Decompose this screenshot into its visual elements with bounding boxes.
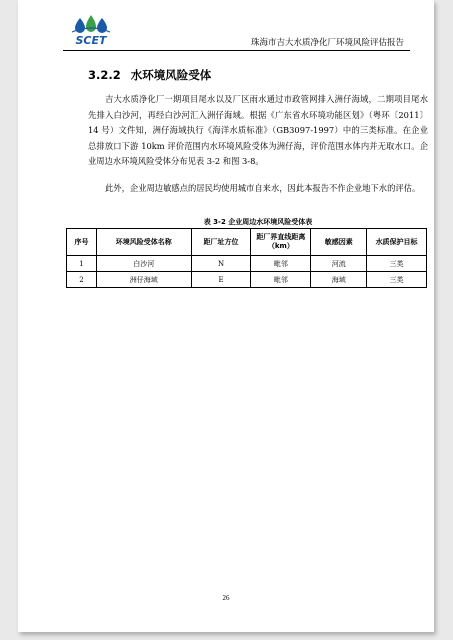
table-header-cell: 距厂址方位 bbox=[191, 229, 251, 256]
logo-drops-icon bbox=[66, 14, 116, 36]
table-cell: 白沙河 bbox=[96, 256, 191, 272]
table-cell: 毗邻 bbox=[251, 272, 311, 288]
company-logo bbox=[66, 14, 116, 48]
table-header-cell: 序号 bbox=[67, 229, 97, 256]
document-page bbox=[18, 0, 434, 632]
table-header-cell: 敏感因素 bbox=[311, 229, 367, 256]
table-cell: 毗邻 bbox=[251, 256, 311, 272]
table-header-row bbox=[67, 229, 427, 256]
section-number: 3.2.2 bbox=[88, 68, 121, 82]
table-caption: 表 3-2 企业周边水环境风险受体表 bbox=[203, 218, 313, 226]
table-row bbox=[67, 272, 427, 288]
table-cell: 2 bbox=[67, 272, 97, 288]
risk-receptor-table bbox=[66, 228, 427, 288]
table-row bbox=[67, 256, 427, 272]
table-cell: 三类 bbox=[367, 272, 427, 288]
page-number: 26 bbox=[222, 594, 230, 602]
header-divider bbox=[63, 50, 410, 51]
table-cell: 三类 bbox=[367, 256, 427, 272]
table-cell: 河流 bbox=[311, 256, 367, 272]
table-header-cell: 水质保护目标 bbox=[367, 229, 427, 256]
table-cell: 洲仔海域 bbox=[96, 272, 191, 288]
section-title: 水环境风险受体 bbox=[130, 68, 212, 82]
table-cell: N bbox=[191, 256, 251, 272]
paragraph: 此外，企业周边敏感点的居民均使用城市自来水，因此本报告不作企业地下水的评估。 bbox=[105, 183, 421, 193]
table-cell: E bbox=[191, 272, 251, 288]
table-cell: 海域 bbox=[311, 272, 367, 288]
table-header-cell: 环境风险受体名称 bbox=[96, 229, 191, 256]
logo-text: SCET bbox=[75, 34, 107, 47]
report-title: 珠海市吉大水质净化厂环境风险评估报告 bbox=[250, 38, 404, 48]
table-header-cell: 距厂界直线距离（km） bbox=[251, 229, 311, 256]
paragraph: 吉大水质净化厂一期项目尾水以及厂区雨水通过市政管网排入洲仔海域，二期项目尾水先排入白沙河，再经白沙河汇入洲仔海域。根据《广东省水环境功能区划》（粤环〔2011〕14 号）文件知，洲仔海域执行《海洋水质标准》（GB3097-1997）中的三类标准。在企业总排放口下游 10km 评价范围内水环境风险受体为洲仔海，评价范围水体内并无取水口。企业周边水环境风险受体分布见表 3-2 和图 3-8。 bbox=[88, 94, 428, 166]
section-heading bbox=[88, 67, 211, 83]
table-cell: 1 bbox=[67, 256, 97, 272]
